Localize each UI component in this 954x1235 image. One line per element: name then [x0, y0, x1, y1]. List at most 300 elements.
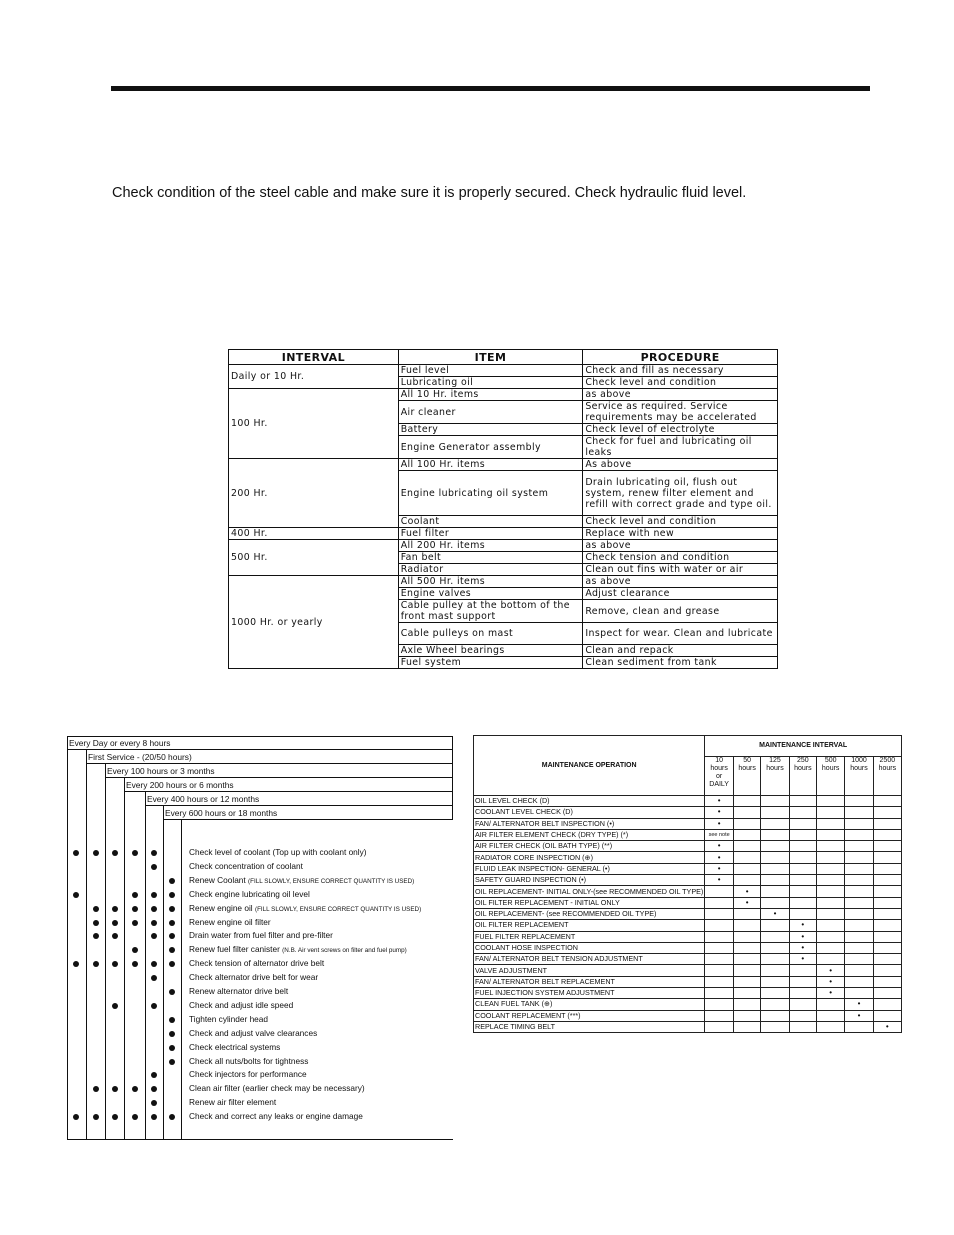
interval-mark-cell [873, 931, 901, 942]
interval-mark-cell: • [817, 988, 845, 999]
interval-mark-cell: see note [705, 829, 734, 840]
operation-text: Check level of coolant (Top up with coolant only) [189, 847, 367, 857]
table-row [474, 796, 902, 807]
schedule-dot [169, 989, 175, 995]
interval-mark-cell [761, 954, 789, 965]
table-row [474, 965, 902, 976]
procedure-cell: Clean and repack [583, 645, 778, 657]
schedule-dot [151, 975, 157, 981]
schedule-dot [169, 920, 175, 926]
column-divider [181, 819, 182, 1140]
interval-mark-cell [817, 807, 845, 818]
procedure-cell: Remove, clean and grease [583, 600, 778, 623]
interval-mark-cell [733, 999, 760, 1010]
operation-cell: COOLANT REPLACEMENT (***) [474, 1010, 705, 1021]
schedule-dot [151, 1072, 157, 1078]
interval-mark-cell [845, 942, 873, 953]
table-border-left [67, 736, 68, 1140]
table-row [474, 931, 902, 942]
interval-mark-cell [733, 920, 760, 931]
interval-column-header [845, 757, 873, 796]
table-row [474, 818, 902, 829]
interval-mark-cell [733, 942, 760, 953]
procedure-cell: as above [583, 540, 778, 552]
interval-mark-cell: • [789, 931, 816, 942]
table-row [474, 897, 902, 908]
item-cell: All 500 Hr. items [398, 576, 583, 588]
schedule-dot [132, 906, 138, 912]
interval-mark-cell [873, 897, 901, 908]
operation-cell: FAN/ ALTERNATOR BELT INSPECTION (•) [474, 818, 705, 829]
interval-mark-cell [733, 818, 760, 829]
procedure-cell: Check tension and condition [583, 552, 778, 564]
operation-label [189, 944, 407, 954]
schedule-dot [73, 850, 79, 856]
interval-mark-cell [817, 875, 845, 886]
operation-label [189, 1111, 363, 1121]
operation-text: Renew engine oil [189, 902, 253, 913]
item-cell: Engine valves [398, 588, 583, 600]
operation-text: Renew fuel filter canister [189, 944, 280, 955]
interval-mark-cell [733, 965, 760, 976]
operation-text: Check and correct any leaks or engine damage [189, 1111, 363, 1122]
table-row [474, 954, 902, 965]
table-row [474, 908, 902, 919]
interval-mark-cell: • [705, 796, 734, 807]
table-row [474, 999, 902, 1010]
schedule-dot [151, 850, 157, 856]
interval-mark-cell: • [705, 841, 734, 852]
maintenance-schedule-table [228, 349, 778, 669]
operation-cell: AIR FILTER CHECK (OIL BATH TYPE) (**) [474, 841, 705, 852]
interval-mark-cell: • [817, 976, 845, 987]
interval-mark-cell [761, 931, 789, 942]
schedule-dot [169, 906, 175, 912]
interval-mark-cell [873, 942, 901, 953]
schedule-dot [132, 850, 138, 856]
interval-mark-cell: • [761, 908, 789, 919]
interval-mark-cell [705, 886, 734, 897]
operation-text: Renew alternator drive belt [189, 986, 289, 996]
interval-mark-cell [817, 908, 845, 919]
interval-column-header [733, 757, 760, 796]
interval-mark-cell [705, 954, 734, 965]
interval-mark-cell [817, 818, 845, 829]
procedure-cell: as above [583, 389, 778, 401]
schedule-dot [169, 1059, 175, 1065]
interval-header: First Service - (20/50 hours) [88, 752, 192, 762]
interval-mark-cell [817, 999, 845, 1010]
interval-mark-cell [845, 886, 873, 897]
procedure-cell: Replace with new [583, 528, 778, 540]
interval-mark-cell: • [873, 1021, 901, 1032]
table-row [474, 807, 902, 818]
table-row [229, 365, 778, 377]
column-divider [145, 791, 146, 1140]
interval-mark-cell [733, 988, 760, 999]
interval-mark-cell [873, 988, 901, 999]
interval-column-word: 50 [743, 757, 752, 764]
interval-mark-cell [705, 1021, 734, 1032]
header-procedure: PROCEDURE [583, 350, 778, 365]
operation-label [189, 875, 414, 885]
procedure-cell: Clean sediment from tank [583, 657, 778, 669]
operation-text: Check tension of alternator drive belt [189, 958, 325, 969]
interval-mark-cell [817, 942, 845, 953]
interval-mark-cell [789, 897, 816, 908]
interval-cell: 200 Hr. [229, 459, 399, 528]
interval-mark-cell [817, 897, 845, 908]
schedule-dot [93, 1086, 99, 1092]
interval-mark-cell [873, 976, 901, 987]
interval-mark-cell [733, 807, 760, 818]
item-cell: Battery [398, 424, 583, 436]
operation-label [189, 930, 333, 940]
interval-mark-cell [705, 897, 734, 908]
interval-mark-cell [733, 1010, 760, 1021]
interval-mark-cell [873, 875, 901, 886]
interval-mark-cell [761, 1010, 789, 1021]
interval-mark-cell [817, 841, 845, 852]
interval-cell: Daily or 10 Hr. [229, 365, 399, 389]
operation-label [189, 1097, 276, 1107]
interval-mark-cell: • [845, 1010, 873, 1021]
interval-mark-cell [845, 875, 873, 886]
interval-mark-cell [705, 976, 734, 987]
table-row [229, 576, 778, 588]
interval-cell: 100 Hr. [229, 389, 399, 459]
schedule-dot [132, 1086, 138, 1092]
interval-mark-cell: • [789, 954, 816, 965]
header-interval: INTERVAL [229, 350, 399, 365]
item-cell: Air cleaner [398, 401, 583, 424]
interval-mark-cell [761, 886, 789, 897]
interval-mark-cell [705, 1010, 734, 1021]
interval-mark-cell [733, 841, 760, 852]
interval-mark-cell [789, 908, 816, 919]
operation-label [189, 1014, 268, 1024]
table-row [474, 1010, 902, 1021]
schedule-dot [169, 961, 175, 967]
schedule-dot [151, 920, 157, 926]
schedule-dot [93, 906, 99, 912]
interval-mark-cell [733, 954, 760, 965]
table-row [474, 988, 902, 999]
schedule-dot [169, 878, 175, 884]
schedule-dot [169, 1031, 175, 1037]
table-row [474, 1021, 902, 1032]
interval-mark-cell [873, 852, 901, 863]
header-divider [163, 819, 453, 820]
procedure-cell: Check level of electrolyte [583, 424, 778, 436]
schedule-dot [169, 947, 175, 953]
item-cell: All 100 Hr. items [398, 459, 583, 471]
interval-header: MAINTENANCE INTERVAL [705, 736, 902, 757]
header-divider [86, 763, 453, 764]
operation-text: Renew air filter element [189, 1097, 277, 1108]
schedule-dot [169, 1045, 175, 1051]
operation-cell: OIL REPLACEMENT- (see RECOMMENDED OIL TYPE) [474, 908, 705, 919]
interval-column-word: 10 [715, 757, 724, 764]
procedure-cell: Adjust clearance [583, 588, 778, 600]
interval-mark-cell: • [705, 863, 734, 874]
interval-mark-cell [789, 965, 816, 976]
schedule-dot [112, 961, 118, 967]
schedule-dot [112, 933, 118, 939]
operation-header: MAINTENANCE OPERATION [474, 736, 705, 796]
interval-header: Every 400 hours or 12 months [147, 794, 260, 804]
schedule-dot [151, 961, 157, 967]
interval-column-word: or [716, 773, 723, 780]
table-border-right-lower [452, 750, 453, 820]
interval-mark-cell [845, 818, 873, 829]
schedule-dot [151, 892, 157, 898]
column-divider [124, 777, 125, 1140]
item-cell: Cable pulley at the bottom of the front mast support [398, 600, 583, 623]
procedure-cell: As above [583, 459, 778, 471]
interval-mark-cell [705, 965, 734, 976]
interval-mark-cell [789, 875, 816, 886]
interval-mark-cell [733, 931, 760, 942]
schedule-dot [132, 961, 138, 967]
operation-text: Check engine lubricating oil level [189, 888, 310, 899]
table-row [229, 528, 778, 540]
interval-mark-cell [873, 807, 901, 818]
interval-mark-cell [761, 988, 789, 999]
schedule-dot [132, 1114, 138, 1120]
interval-mark-cell [733, 796, 760, 807]
column-divider [86, 749, 87, 1140]
operation-cell: FAN/ ALTERNATOR BELT REPLACEMENT [474, 976, 705, 987]
interval-mark-cell [761, 976, 789, 987]
interval-mark-cell [789, 807, 816, 818]
item-cell: Fan belt [398, 552, 583, 564]
item-cell: Engine lubricating oil system [398, 471, 583, 516]
interval-mark-cell [761, 818, 789, 829]
table-row [474, 920, 902, 931]
operation-cell: REPLACE TIMING BELT [474, 1021, 705, 1032]
interval-mark-cell [705, 931, 734, 942]
interval-mark-cell [845, 1021, 873, 1032]
table-row [474, 942, 902, 953]
interval-header: Every 100 hours or 3 months [107, 766, 215, 776]
operation-text: Check concentration of coolant [189, 860, 303, 871]
operation-cell: CLEAN FUEL TANK (⊕) [474, 999, 705, 1010]
procedure-cell: Drain lubricating oil, flush out system, renew filter element and refill with correct grade and type oil. [583, 471, 778, 516]
operation-label [189, 889, 310, 899]
interval-mark-cell: • [817, 965, 845, 976]
interval-column-header [817, 757, 845, 796]
interval-mark-cell [817, 954, 845, 965]
operation-label [189, 861, 303, 871]
interval-mark-cell [733, 829, 760, 840]
operation-cell: FUEL INJECTION SYSTEM ADJUSTMENT [474, 988, 705, 999]
column-divider [163, 805, 164, 1140]
interval-column-word: 125 [769, 757, 781, 764]
interval-mark-cell: • [845, 999, 873, 1010]
operation-text: Check electrical systems [189, 1041, 281, 1052]
operation-text: Renew engine oil filter [189, 916, 271, 927]
header-item: ITEM [398, 350, 583, 365]
interval-mark-cell [761, 852, 789, 863]
operation-cell: COOLANT LEVEL CHECK (D) [474, 807, 705, 818]
item-cell: Coolant [398, 516, 583, 528]
schedule-dot [93, 850, 99, 856]
interval-mark-cell [733, 1021, 760, 1032]
interval-mark-cell [817, 920, 845, 931]
item-cell: Engine Generator assembly [398, 436, 583, 459]
interval-mark-cell [873, 829, 901, 840]
interval-mark-cell [761, 942, 789, 953]
interval-mark-cell [817, 931, 845, 942]
operation-label [189, 1000, 293, 1010]
schedule-dot [132, 920, 138, 926]
interval-mark-cell: • [705, 852, 734, 863]
interval-mark-cell [761, 796, 789, 807]
interval-mark-cell [873, 965, 901, 976]
schedule-dot [73, 892, 79, 898]
interval-mark-cell [733, 863, 760, 874]
interval-mark-cell [817, 829, 845, 840]
interval-column-word: hours [710, 765, 728, 772]
interval-mark-cell [761, 999, 789, 1010]
interval-mark-cell [817, 1021, 845, 1032]
interval-mark-cell [845, 965, 873, 976]
interval-mark-cell [873, 841, 901, 852]
header-row [474, 736, 902, 757]
interval-mark-cell: • [705, 818, 734, 829]
interval-mark-cell [789, 988, 816, 999]
table-row [474, 875, 902, 886]
operation-cell: FUEL FILTER REPLACEMENT [474, 931, 705, 942]
schedule-dot [169, 892, 175, 898]
table-row [474, 841, 902, 852]
interval-mark-cell [733, 852, 760, 863]
table-row [229, 540, 778, 552]
operation-note: (N.B. Air vent screws on filter and fuel pump) [282, 947, 407, 955]
interval-mark-cell: • [789, 942, 816, 953]
intro-paragraph: Check condition of the steel cable and make sure it is properly secured. Check hydraulic fluid level. [112, 185, 747, 201]
interval-mark-cell [761, 920, 789, 931]
interval-mark-cell [789, 886, 816, 897]
interval-header: Every 200 hours or 6 months [126, 780, 234, 790]
engine-service-schedule [67, 736, 453, 1140]
interval-mark-cell [873, 920, 901, 931]
schedule-dot [112, 920, 118, 926]
operation-text: Renew Coolant [189, 874, 246, 885]
procedure-cell: Clean out fins with water or air [583, 564, 778, 576]
interval-column-header [705, 757, 734, 796]
interval-mark-cell [845, 807, 873, 818]
interval-mark-cell [873, 908, 901, 919]
schedule-dot [151, 1086, 157, 1092]
interval-column-word: hours [738, 765, 756, 772]
interval-column-header [761, 757, 789, 796]
operation-text: Check and adjust valve clearances [189, 1027, 318, 1038]
interval-mark-cell [705, 920, 734, 931]
interval-mark-cell [845, 954, 873, 965]
interval-mark-cell [761, 829, 789, 840]
interval-mark-cell [817, 886, 845, 897]
interval-cell: 1000 Hr. or yearly [229, 576, 399, 669]
procedure-cell: Check for fuel and lubricating oil leaks [583, 436, 778, 459]
interval-mark-cell [845, 908, 873, 919]
operation-text: Drain water from fuel filter and pre-filter [189, 930, 333, 941]
interval-mark-cell [845, 863, 873, 874]
interval-mark-cell [789, 1010, 816, 1021]
operation-label [189, 1042, 280, 1052]
interval-column-word: DAILY [709, 781, 729, 788]
operation-label [189, 903, 421, 913]
interval-mark-cell [761, 807, 789, 818]
interval-mark-cell: • [733, 897, 760, 908]
interval-mark-cell [845, 897, 873, 908]
schedule-dot [112, 1086, 118, 1092]
interval-mark-cell [845, 852, 873, 863]
interval-column-word: hours [794, 765, 812, 772]
interval-mark-cell [733, 908, 760, 919]
interval-mark-cell [761, 965, 789, 976]
operation-cell: VALVE ADJUSTMENT [474, 965, 705, 976]
item-cell: Fuel filter [398, 528, 583, 540]
operation-cell: RADIATOR CORE INSPECTION (⊕) [474, 852, 705, 863]
interval-mark-cell [789, 818, 816, 829]
operation-cell: COOLANT HOSE INSPECTION [474, 942, 705, 953]
procedure-cell: Service as required. Service requirements may be accelerated [583, 401, 778, 424]
operation-cell: OIL LEVEL CHECK (D) [474, 796, 705, 807]
schedule-dot [151, 1003, 157, 1009]
interval-mark-cell: • [733, 886, 760, 897]
item-cell: Radiator [398, 564, 583, 576]
interval-mark-cell [733, 875, 760, 886]
interval-mark-cell [789, 976, 816, 987]
operation-note: (FILL SLOWLY, ENSURE CORRECT QUANTITY IS USED) [254, 905, 422, 913]
header-divider [67, 749, 453, 750]
schedule-dot [151, 1100, 157, 1106]
interval-mark-cell: • [705, 875, 734, 886]
interval-mark-cell [705, 988, 734, 999]
table-row [474, 863, 902, 874]
item-cell: All 200 Hr. items [398, 540, 583, 552]
item-cell: Cable pulleys on mast [398, 623, 583, 645]
operation-cell: OIL REPLACEMENT- INITIAL ONLY-(see RECOMMENDED OIL TYPE) [475, 886, 704, 896]
interval-mark-cell [873, 1010, 901, 1021]
interval-mark-cell [873, 954, 901, 965]
interval-column-word: 250 [796, 757, 809, 764]
schedule-dot [151, 933, 157, 939]
schedule-dot [169, 1017, 175, 1023]
interval-column-header [873, 757, 901, 796]
interval-header: Every 600 hours or 18 months [165, 808, 278, 818]
operation-label [189, 847, 367, 857]
operation-label [189, 1056, 308, 1066]
operation-cell: OIL FILTER REPLACEMENT [474, 920, 705, 931]
interval-mark-cell [845, 931, 873, 942]
operation-label [189, 972, 318, 982]
operation-cell: FLUID LEAK INSPECTION- GENERAL (•) [474, 863, 705, 874]
procedure-cell: Check and fill as necessary [583, 365, 778, 377]
interval-column-word: 1000 [851, 757, 867, 764]
schedule-dot [112, 906, 118, 912]
interval-mark-cell [789, 829, 816, 840]
interval-mark-cell [845, 976, 873, 987]
interval-mark-cell [789, 863, 816, 874]
interval-mark-cell [761, 875, 789, 886]
operation-label [189, 958, 324, 968]
table-row [474, 886, 902, 897]
interval-mark-cell [761, 1021, 789, 1032]
table-header-row [229, 350, 778, 365]
